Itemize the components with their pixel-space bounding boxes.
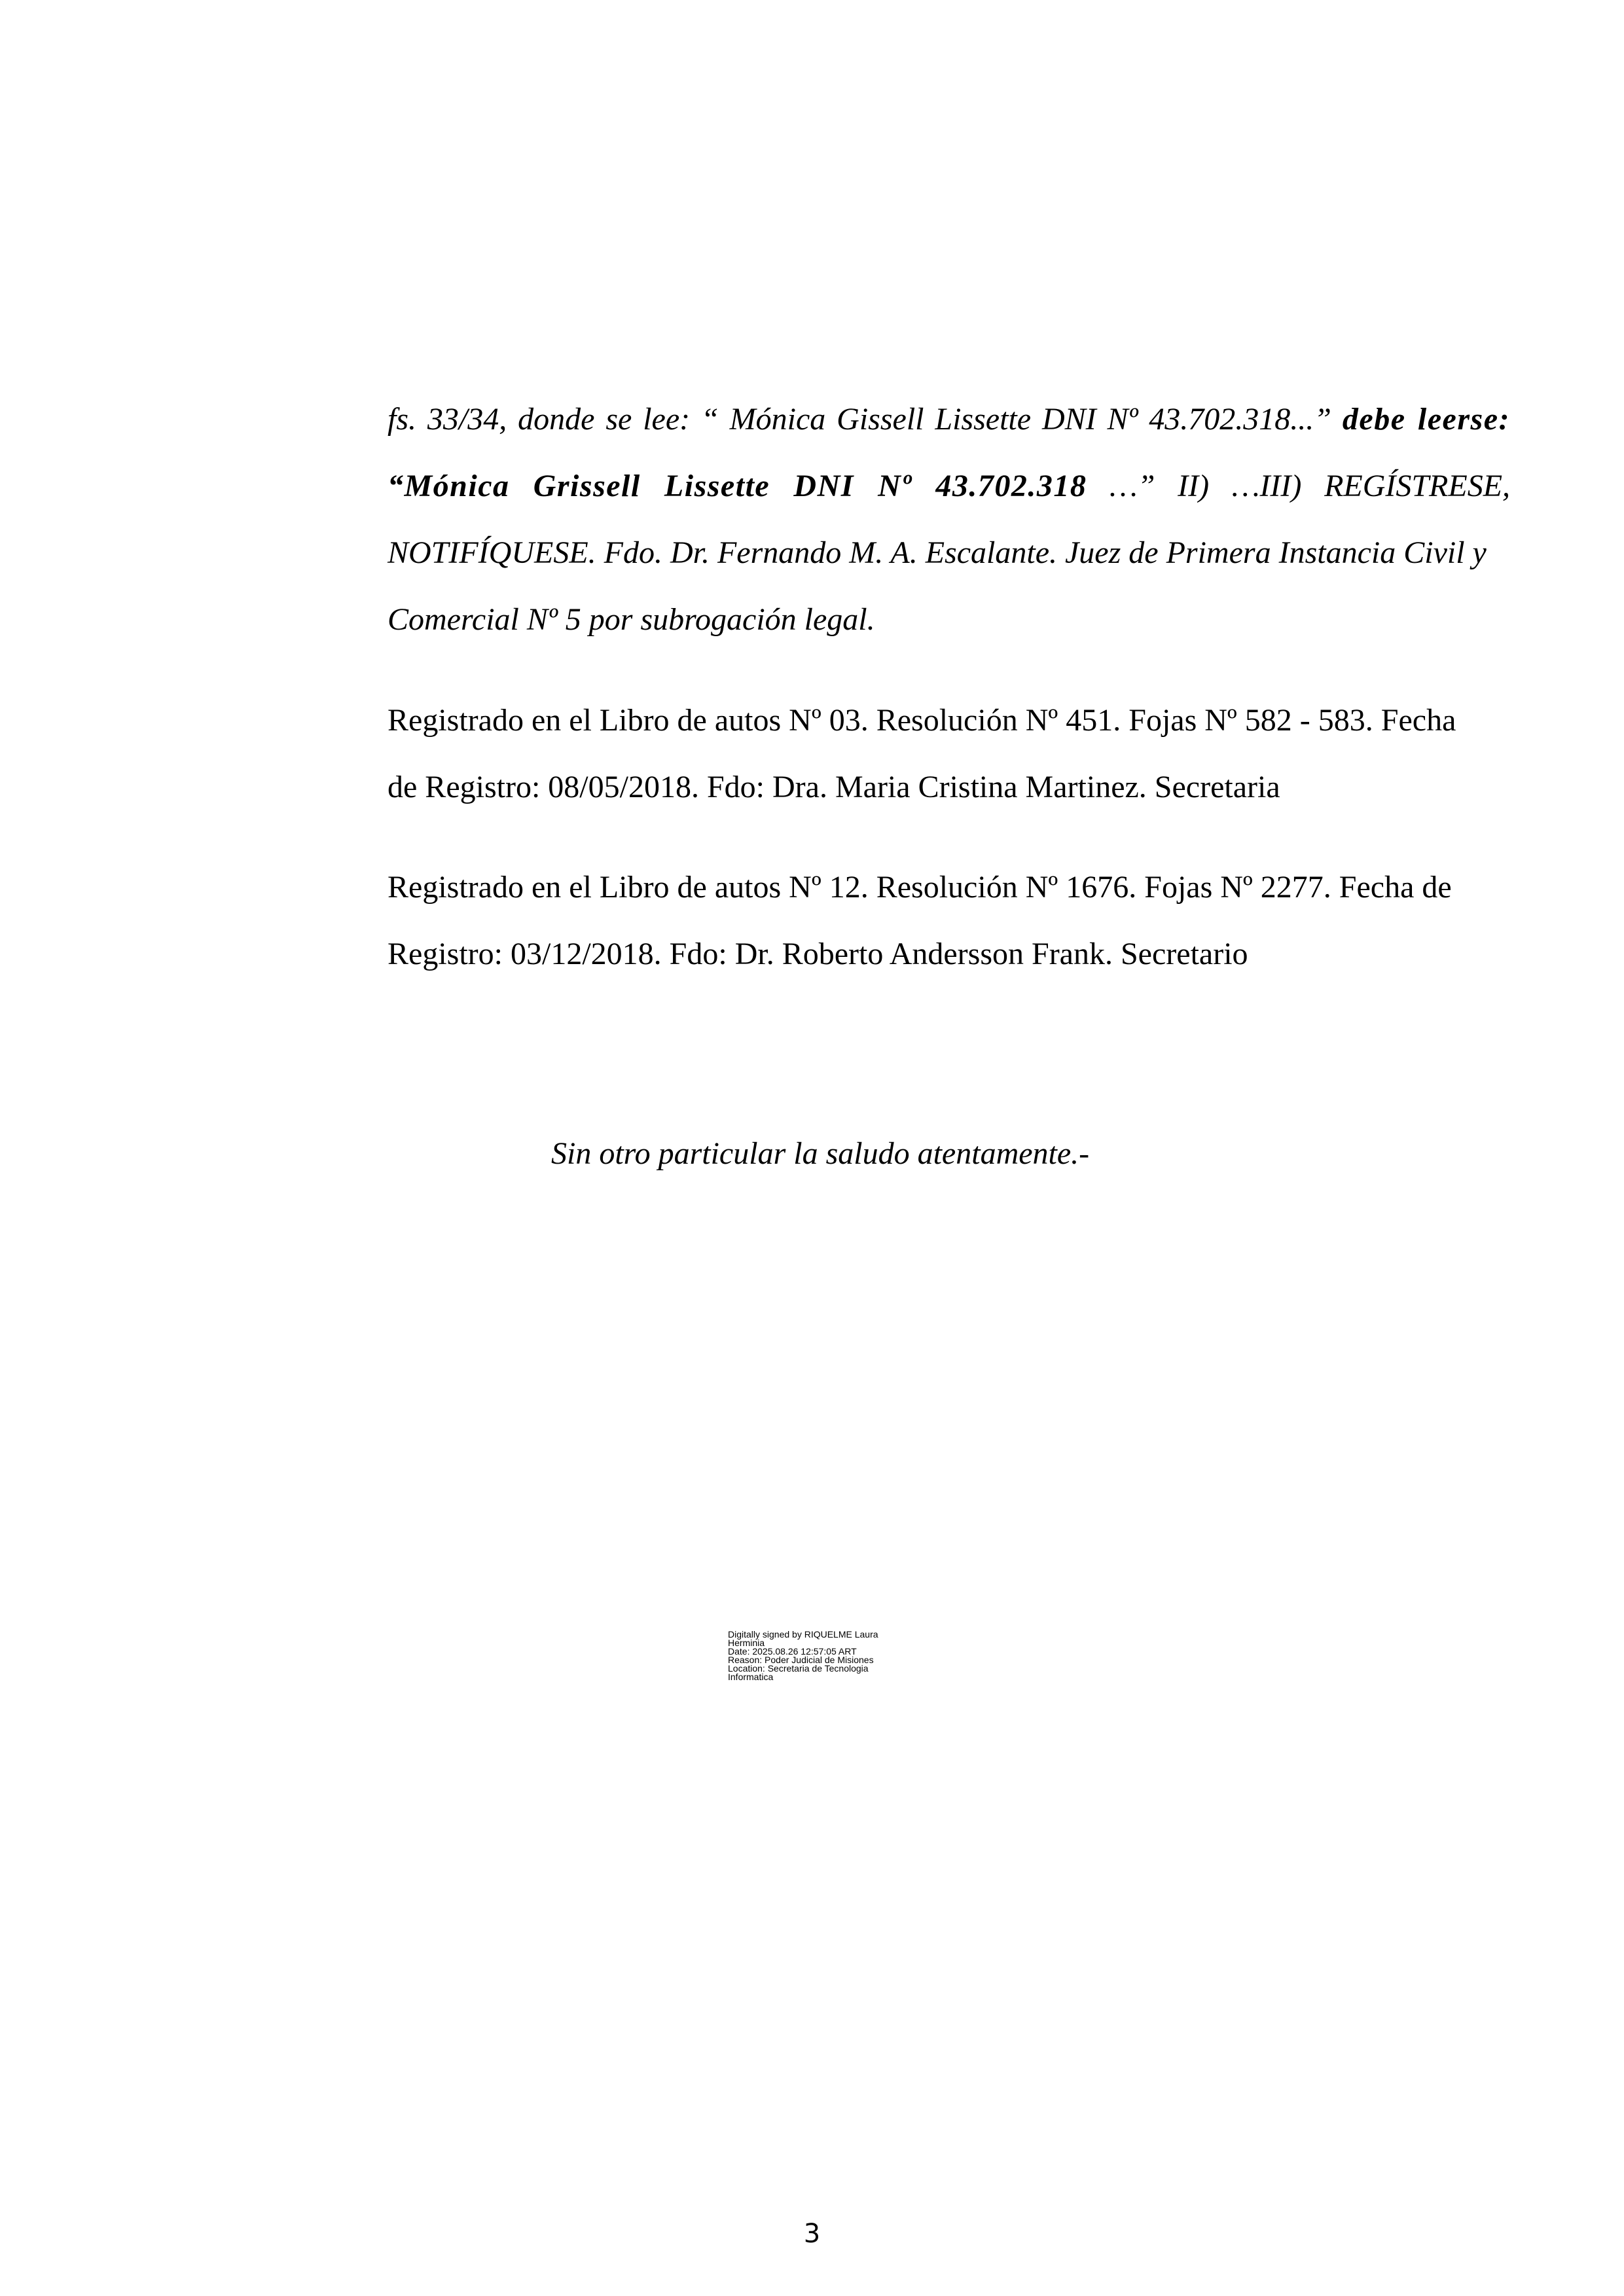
paragraph-line: NOTIFÍQUESE. Fdo. Dr. Fernando M. A. Escalante. Juez de Primera Instancia Civil y [388,535,1487,570]
signature-line: Digitally signed by RIQUELME Laura [728,1629,878,1640]
bold-text-segment: “Mónica Grissell Lissette DNI Nº 43.702.318 [388,469,1087,503]
bold-text-segment: debe leerse: [1342,402,1511,437]
text-segment: fs. 33/34, donde se lee: “ Mónica Gissell Lissette DNI Nº 43.702.318...” [388,402,1343,437]
paragraph-line [388,386,1510,453]
quoted-resolution-paragraph [388,386,1510,653]
paragraph-line: Comercial Nº 5 por subrogación legal. [388,602,875,637]
signature-line: Informatica [728,1672,774,1682]
registration-note-2 [388,854,1510,988]
closing-salutation: Sin otro particular la saludo atentamente.- [551,1136,1090,1171]
registration-note-1 [388,687,1510,821]
signature-line: Date: 2025.08.26 12:57:05 ART [728,1646,857,1657]
digital-signature-block [728,1630,924,1681]
page-number: 3 [803,2219,821,2249]
signature-line: Herminia [728,1638,765,1648]
signature-line: Location: Secretaria de Tecnologia [728,1663,869,1674]
paragraph-line: Registrado en el Libro de autos Nº 03. Resolución Nº 451. Fojas Nº 582 - 583. Fecha [388,703,1456,738]
paragraph-line: de Registro: 08/05/2018. Fdo: Dra. Maria Cristina Martinez. Secretaria [388,770,1280,804]
paragraph-line: Registrado en el Libro de autos Nº 12. Resolución Nº 1676. Fojas Nº 2277. Fecha de [388,870,1452,905]
paragraph-line [388,453,1510,520]
paragraph-line: Registro: 03/12/2018. Fdo: Dr. Roberto Andersson Frank. Secretario [388,937,1248,971]
signature-line: Reason: Poder Judicial de Misiones [728,1655,874,1665]
text-segment: …” II) …III) REGÍSTRESE, [1087,469,1511,503]
